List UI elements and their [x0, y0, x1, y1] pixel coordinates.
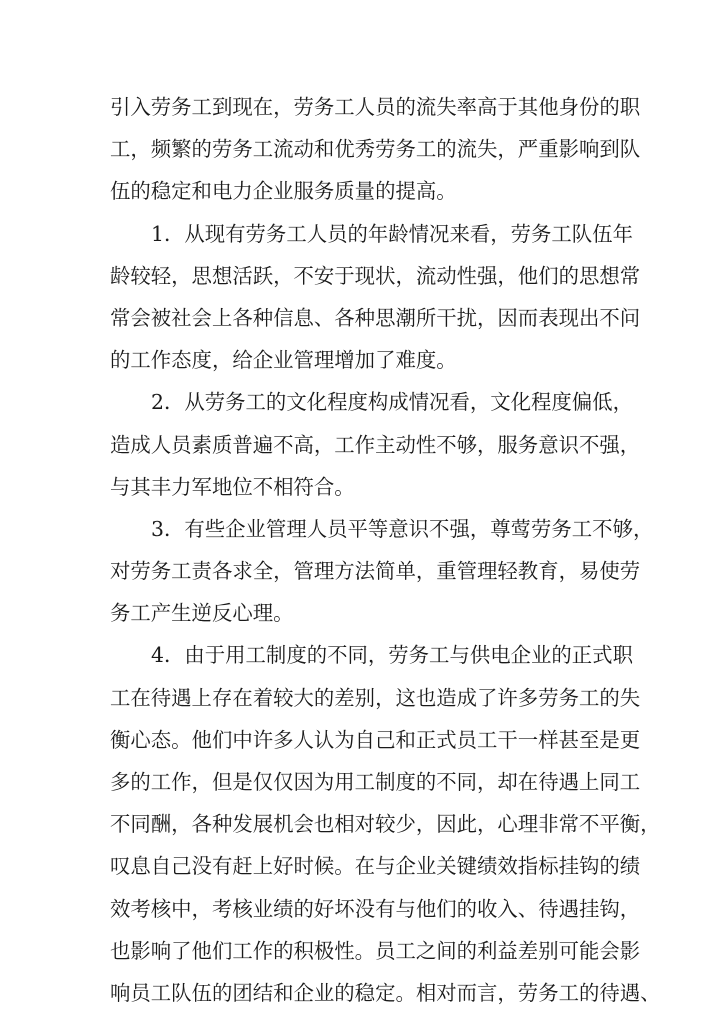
- text-line: 伍的稳定和电力企业服务质量的提高。: [110, 179, 457, 204]
- text-line: 龄较轻，思想活跃，不安于现状，流动性强，他们的思想常: [110, 263, 641, 288]
- body-text: [110, 86, 661, 1014]
- text-line: 4．由于用工制度的不同，劳务工与供电企业的正式职: [151, 643, 633, 668]
- text-line: 引入劳务工到现在，劳务工人员的流失率高于其他身份的职: [110, 95, 641, 119]
- text-line: 不同酬，各种发展机会也相对较少，因此，心理非常不平衡，: [110, 812, 661, 837]
- text-line: 常会被社会上各种信息、各种思潮所干扰，因而表现出不问: [110, 305, 641, 330]
- text-line: 务工产生逆反心理。: [110, 601, 294, 626]
- text-line: 效考核中，考核业绩的好坏没有与他们的收入、待遇挂钩，: [110, 896, 641, 921]
- text-line: 的工作态度，给企业管理增加了难度。: [110, 348, 457, 373]
- text-line: 对劳务工责各求全，管理方法简单，重管理轻教育，易使劳: [110, 559, 641, 584]
- text-line: 工，频繁的劳务工流动和优秀劳务工的流失，严重影响到队: [110, 137, 641, 162]
- text-line: 1．从现有劳务工人员的年龄情况来看，劳务工队伍年: [151, 221, 633, 246]
- text-line: 也影响了他们工作的积极性。员工之间的利益差别可能会影: [110, 938, 641, 963]
- text-line: 与其丰力军地位不相符合。: [110, 474, 355, 499]
- text-line: 3．有些企业管理人员平等意识不强，尊莺劳务工不够，: [151, 516, 654, 541]
- text-line: 衡心态。他们中许多人认为自己和正式员工干一样甚至是更: [110, 727, 641, 752]
- text-line: 叹息自己没有赶上好时候。在与企业关键绩效指标挂钩的绩: [110, 854, 641, 879]
- text-line: 工在待遇上存在着较大的差别，这也造成了许多劳务工的失: [110, 685, 641, 710]
- text-line: 多的工作，但是仅仅因为用工制度的不同，却在待遇上同工: [110, 770, 641, 794]
- text-line: 响员工队伍的团结和企业的稳定。相对而言，劳务工的待遇、: [110, 980, 661, 1005]
- text-line: 造成人员素质普遍不高，工作主动性不够，服务意识不强，: [110, 432, 641, 457]
- text-line: 2．从劳务工的文化程度构成情况看，文化程度偏低，: [151, 390, 633, 415]
